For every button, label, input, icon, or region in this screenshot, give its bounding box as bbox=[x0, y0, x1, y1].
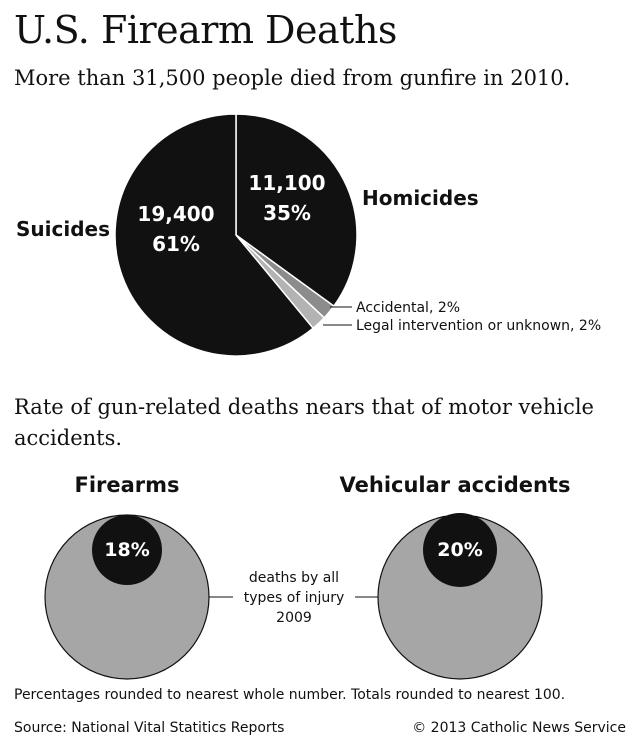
source-credit: Source: National Vital Statitics Reports bbox=[14, 720, 285, 736]
slice-percent-homicides: 35% bbox=[263, 201, 311, 225]
copyright-notice: © 2013 Catholic News Service bbox=[412, 720, 626, 736]
page-subtitle: More than 31,500 people died from gunfire in 2010. bbox=[14, 66, 571, 90]
shared-label-line3: 2009 bbox=[276, 610, 312, 626]
shared-label-line1: deaths by all bbox=[248, 570, 340, 586]
proportion-circles bbox=[45, 473, 570, 679]
circle-percent-vehicular: 20% bbox=[437, 539, 483, 561]
circle-title-firearms: Firearms bbox=[74, 473, 180, 497]
section-title: Rate of gun-related deaths nears that of motor vehicle accidents. bbox=[14, 395, 594, 450]
slice-value-homicides: 11,100 bbox=[248, 171, 326, 195]
slice-value-suicides: 19,400 bbox=[137, 202, 215, 226]
callout-legal: Legal intervention or unknown, 2% bbox=[356, 318, 602, 334]
slice-label-suicides: Suicides bbox=[16, 217, 110, 241]
circle-percent-firearms: 18% bbox=[104, 539, 150, 561]
circle-title-vehicular: Vehicular accidents bbox=[339, 473, 571, 497]
footnote: Percentages rounded to nearest whole number. Totals rounded to nearest 100. bbox=[14, 687, 566, 703]
page-title: U.S. Firearm Deaths bbox=[14, 8, 397, 52]
slice-percent-suicides: 61% bbox=[152, 232, 200, 256]
callout-accidental: Accidental, 2% bbox=[356, 300, 461, 316]
shared-label-line2: types of injury bbox=[243, 590, 345, 606]
slice-label-homicides: Homicides bbox=[362, 186, 479, 210]
